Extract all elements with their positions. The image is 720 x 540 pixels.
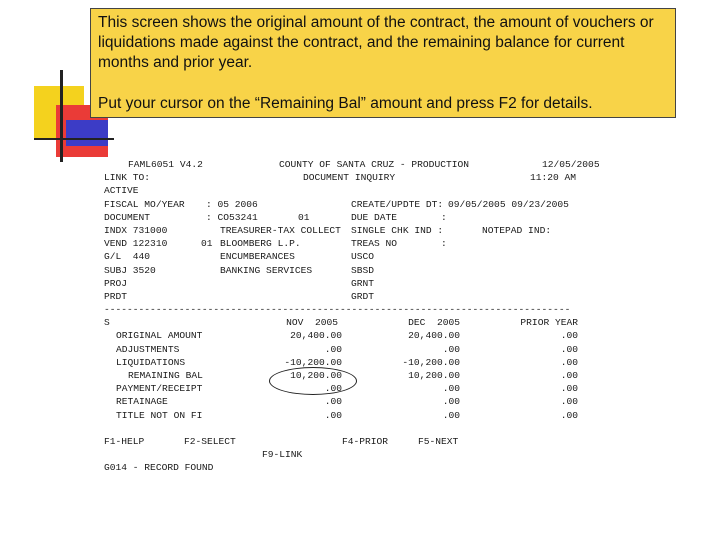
header-row-1	[104, 158, 704, 171]
screen-title: DOCUMENT INQUIRY	[303, 172, 396, 184]
dec-amount[interactable]: 20,400.00	[408, 330, 460, 342]
decorative-horizontal-line	[34, 138, 114, 140]
row-label: PAYMENT/RECEIPT	[116, 383, 203, 395]
prdt-label: PRDT	[104, 290, 128, 302]
prior-year-amount[interactable]: .00	[560, 330, 578, 342]
f5-next-key[interactable]: F5-NEXT	[418, 435, 459, 447]
decorative-vertical-line	[60, 70, 63, 162]
message-row	[104, 461, 704, 474]
nov-amount[interactable]: .00	[324, 343, 342, 355]
subject-description: BANKING SERVICES	[220, 264, 313, 276]
sbsd-label: SBSD	[351, 264, 375, 276]
index-row	[104, 224, 704, 237]
amount-row	[104, 329, 704, 342]
create-date-value: 09/05/2005 09/23/2005	[448, 198, 569, 210]
due-date-value: :	[441, 211, 447, 223]
header-row-2	[104, 171, 704, 184]
column-dec-2005: DEC 2005	[408, 317, 460, 329]
prior-year-amount[interactable]: .00	[560, 343, 578, 355]
decorative-blue-square	[66, 120, 108, 146]
document-label: DOCUMENT	[104, 211, 151, 223]
status-message: G014 - RECORD FOUND	[104, 462, 214, 474]
remaining-balance-amount[interactable]: 10,200.00	[290, 370, 342, 381]
document-row	[104, 211, 704, 224]
row-label: REMAINING BAL	[128, 370, 203, 381]
function-keys-row-1	[104, 435, 704, 448]
amount-row	[104, 395, 704, 408]
gl-description: ENCUMBERANCES	[220, 251, 295, 263]
link-to-field[interactable]: LINK TO:	[104, 172, 151, 184]
fiscal-label: FISCAL MO/YEAR	[104, 198, 185, 210]
dec-amount[interactable]: .00	[442, 409, 460, 421]
callout-instruction: Put your cursor on the “Remaining Bal” amount and press F2 for details.	[98, 95, 593, 112]
amount-row	[104, 382, 704, 395]
row-label: ORIGINAL AMOUNT	[116, 330, 203, 342]
vendor-code: VEND 122310	[104, 238, 168, 250]
callout-description: This screen shows the original amount of the contract, the amount of vouchers or liquidations made against the contract, and the remaining balance for current months and prior year.	[98, 14, 654, 71]
dec-amount[interactable]: 10,200.00	[408, 370, 460, 381]
amount-row	[104, 409, 704, 422]
column-s: S	[104, 317, 110, 329]
grdt-label: GRDT	[351, 290, 375, 302]
project-row	[104, 277, 704, 290]
notepad-label: NOTEPAD IND:	[482, 224, 552, 236]
prdt-row	[104, 290, 704, 303]
treasury-label: TREAS NO	[351, 238, 398, 250]
document-line: 01	[298, 211, 310, 223]
divider-line: ---------------------------------------------------------------------------------	[104, 304, 571, 316]
row-label: TITLE NOT ON FI	[116, 409, 203, 421]
document-value[interactable]: : CO53241	[206, 211, 258, 223]
prior-year-amount[interactable]: .00	[560, 383, 578, 395]
nov-amount[interactable]: .00	[324, 383, 342, 395]
row-label: RETAINAGE	[116, 396, 168, 408]
row-label: LIQUIDATIONS	[116, 356, 186, 368]
project-label: PROJ	[104, 277, 128, 289]
status-row	[104, 184, 704, 197]
instruction-callout	[90, 8, 676, 118]
gl-row	[104, 250, 704, 263]
f4-prior-key[interactable]: F4-PRIOR	[342, 435, 389, 447]
amount-row	[104, 356, 704, 369]
amount-header-row	[104, 316, 704, 329]
f2-select-key[interactable]: F2-SELECT	[184, 435, 236, 447]
prior-year-amount[interactable]: .00	[560, 356, 578, 368]
grant-label: GRNT	[351, 277, 375, 289]
subject-row	[104, 264, 704, 277]
vendor-name: BLOOMBERG L.P.	[220, 238, 301, 250]
divider-row	[104, 303, 704, 316]
vendor-line: 01	[201, 238, 213, 250]
fiscal-value[interactable]: : 05 2006	[206, 198, 258, 210]
row-label: ADJUSTMENTS	[116, 343, 180, 355]
blank-row	[104, 422, 704, 435]
due-date-label: DUE DATE	[351, 211, 398, 223]
terminal-screen	[104, 158, 704, 475]
prior-year-amount[interactable]: .00	[560, 396, 578, 408]
dec-amount[interactable]: .00	[442, 383, 460, 395]
f9-link-key[interactable]: F9-LINK	[262, 449, 303, 461]
document-status: ACTIVE	[104, 185, 139, 197]
index-code: INDX 731000	[104, 224, 168, 236]
nov-amount[interactable]: .00	[324, 409, 342, 421]
nov-amount[interactable]: -10,200.00	[284, 356, 342, 368]
amount-row	[104, 343, 704, 356]
create-date-label: CREATE/UPDTE DT:	[351, 198, 444, 210]
program-id: FAML6051 V4.2	[128, 159, 203, 170]
column-prior-year: PRIOR YEAR	[520, 317, 578, 329]
vendor-row	[104, 237, 704, 250]
usco-label: USCO	[351, 251, 375, 263]
column-nov-2005: NOV 2005	[286, 317, 338, 329]
system-name: COUNTY OF SANTA CRUZ - PRODUCTION	[279, 159, 469, 170]
nov-amount[interactable]: 20,400.00	[290, 330, 342, 342]
function-keys-row-2	[104, 448, 704, 461]
remaining-balance-highlight	[269, 367, 357, 395]
nov-amount[interactable]: .00	[324, 396, 342, 408]
screen-time: 11:20 AM	[530, 172, 577, 184]
single-check-label: SINGLE CHK IND :	[351, 224, 444, 236]
dec-amount[interactable]: -10,200.00	[402, 356, 460, 368]
prior-year-amount[interactable]: .00	[560, 370, 578, 381]
screen-date: 12/05/2005	[542, 159, 600, 170]
amount-row	[104, 369, 704, 382]
prior-year-amount[interactable]: .00	[560, 409, 578, 421]
f1-help-key[interactable]: F1-HELP	[104, 435, 145, 447]
treasury-value: :	[441, 238, 447, 250]
dec-amount[interactable]: .00	[442, 343, 460, 355]
subject-code: SUBJ 3520	[104, 264, 156, 276]
fiscal-row	[104, 198, 704, 211]
index-description: TREASURER-TAX COLLECT	[220, 224, 341, 236]
gl-code: G/L 440	[104, 251, 151, 263]
dec-amount[interactable]: .00	[442, 396, 460, 408]
